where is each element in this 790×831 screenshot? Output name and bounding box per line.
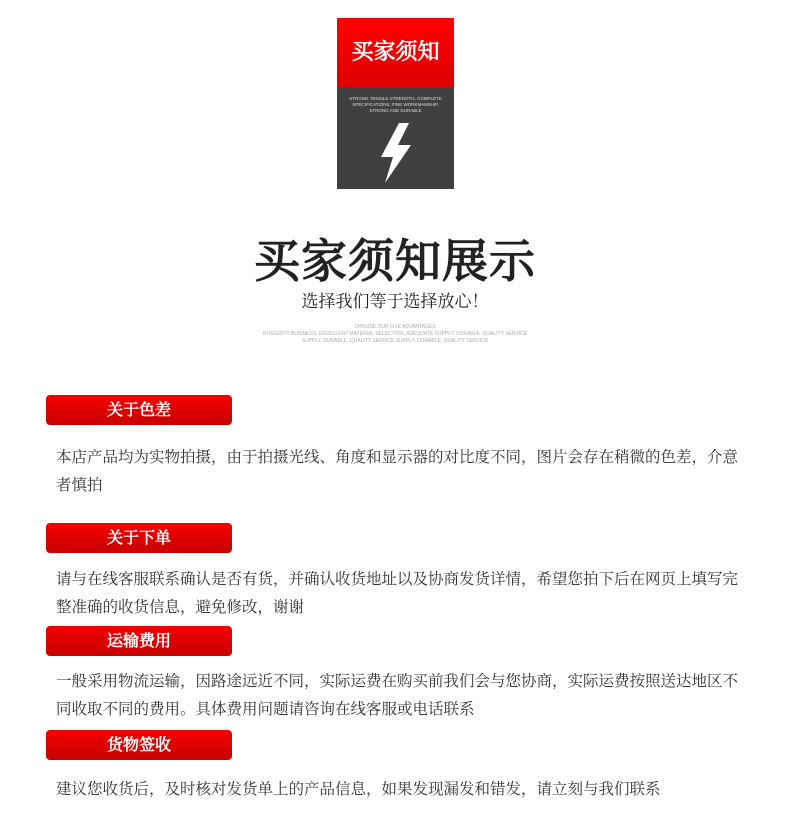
section-heading: 运输费用: [46, 626, 232, 656]
page-subtitle: 选择我们等于选择放心！: [301, 292, 489, 312]
section-text: 一般采用物流运输，因路途远近不同，实际运费在购买前我们会与您协商，实际运费按照送达地区不同收取不同的费用。具体费用问题请咨询在线客服或电话联系: [56, 672, 739, 718]
section-heading: 关于色差: [46, 395, 232, 425]
advantages-text: [0, 324, 790, 345]
section-text: 建议您收货后，及时核对发货单上的产品信息，如果发现漏发和错发，请立刻与我们联系: [56, 780, 661, 798]
section-heading: 关于下单: [46, 523, 232, 553]
advantages-line: INTEGRITY BUSINESS, EXCELLENT MATERIAL SELECTION, ADEQUATE SUPPLY, DURABLE, QUALITY SERVICE: [262, 331, 528, 337]
lightning-icon: [377, 123, 413, 183]
section-text: 本店产品均为实物拍摄，由于拍摄光线、角度和显示器的对比度不同，图片会存在稍微的色差，介意者慎拍: [56, 448, 739, 494]
advantages-line: CHOOSE OUR FIVE ADVANTAGES: [354, 324, 436, 330]
page-title: 买家须知展示: [254, 234, 536, 288]
badge-subtitle: STRONG TENSILE STRENGTH, COMPLETE SPECIFICATIONS, FINE WORKMANSHIP, STRONG AND DURABLE: [349, 96, 442, 113]
section-heading: 货物签收: [46, 730, 232, 760]
badge-title: 买家须知: [337, 18, 454, 88]
advantages-line: SUPPLY, DURABLE, QUALITY SERVICE SUPPLY, DURABLE, QUALITY SERVICE: [301, 338, 489, 344]
notice-badge: [337, 18, 454, 189]
section-text: 请与在线客服联系确认是否有货，并确认收货地址以及协商发货详情，希望您拍下后在网页上填写完整准确的收货信息，避免修改，谢谢: [56, 570, 739, 616]
